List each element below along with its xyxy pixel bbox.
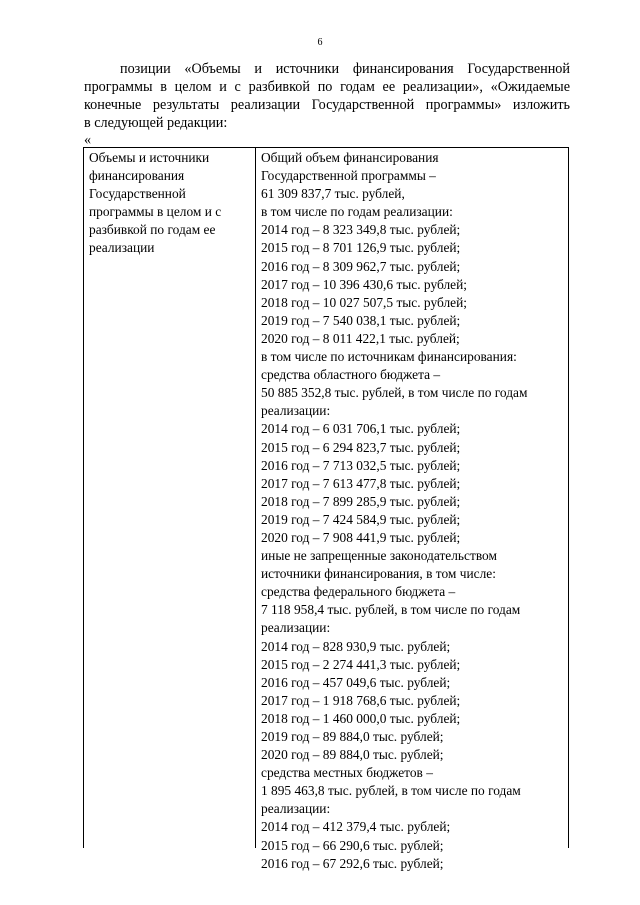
financing-line: 2016 год – 7 713 032,5 тыс. рублей; [261,457,461,473]
row-label-line: программы в целом и с [89,204,222,220]
financing-line: 2019 год – 89 884,0 тыс. рублей; [261,729,444,744]
financing-line: реализации: [261,620,331,636]
row-value-cell [261,149,566,873]
financing-line: реализации: [261,403,331,419]
financing-line: 2020 год – 89 884,0 тыс. рублей; [261,747,444,763]
opening-quote-mark: « [84,132,92,148]
financing-line: 50 885 352,8 тыс. рублей, в том числе по годам [261,385,528,401]
intro-paragraph [84,60,570,132]
financing-line: 2020 год – 7 908 441,9 тыс. рублей; [261,529,461,545]
financing-line: иные не запрещенные законодательством [261,548,497,564]
financing-line: 2017 год – 1 918 768,6 тыс. рублей; [261,692,461,708]
financing-line: 2019 год – 7 424 584,9 тыс. рублей; [261,511,461,527]
financing-line: 2018 год – 1 460 000,0 тыс. рублей; [261,710,461,726]
financing-line: 2018 год – 10 027 507,5 тыс. рублей; [261,294,467,310]
financing-line: 1 895 463,8 тыс. рублей, в том числе по годам [261,783,521,799]
financing-line: реализации: [261,801,331,817]
row-label-line: Объемы и источники [89,150,210,165]
financing-line: 2014 год – 412 379,4 тыс. рублей; [261,819,451,835]
financing-line: источники финансирования, в том числе: [261,566,496,582]
financing-table [83,147,569,871]
row-label-cell [89,149,249,258]
financing-line: 2016 год – 457 049,6 тыс. рублей; [261,674,451,690]
financing-line: 2020 год – 8 011 422,1 тыс. рублей; [261,330,460,346]
financing-line: средства местных бюджетов – [261,765,433,781]
row-label-line: реализации [89,240,155,256]
financing-line: в том числе по источникам финансирования: [261,349,517,365]
column-divider [255,148,256,848]
financing-line: 2014 год – 828 930,9 тыс. рублей; [261,638,451,654]
financing-line: Государственной программы – [261,168,436,184]
financing-line: 2017 год – 10 396 430,6 тыс. рублей; [261,276,467,292]
intro-line: программы в целом и с разбивкой по годам ее реализации», «Ожидаемые [84,79,570,95]
financing-line: 2016 год – 8 309 962,7 тыс. рублей; [261,258,461,274]
financing-line: средства областного бюджета – [261,367,441,383]
financing-line: 2019 год – 7 540 038,1 тыс. рублей; [261,312,461,328]
financing-line: 2014 год – 8 323 349,8 тыс. рублей; [261,222,461,238]
intro-line: в следующей редакции: [84,115,228,131]
financing-line: 2015 год – 8 701 126,9 тыс. рублей; [261,240,461,256]
financing-line: средства федерального бюджета – [261,584,456,600]
financing-line: 2015 год – 6 294 823,7 тыс. рублей; [261,439,461,455]
financing-line: 2017 год – 7 613 477,8 тыс. рублей; [261,475,461,491]
financing-line: в том числе по годам реализации: [261,204,453,220]
financing-line: Общий объем финансирования [261,150,439,165]
financing-line: 2016 год – 67 292,6 тыс. рублей; [261,855,444,871]
intro-line: конечные результаты реализации Государственной программы» изложить [84,97,570,113]
page-number: 6 [317,37,323,48]
financing-line: 2014 год – 6 031 706,1 тыс. рублей; [261,421,461,437]
financing-line: 7 118 958,4 тыс. рублей, в том числе по годам [261,602,521,618]
row-label-line: Государственной [89,186,186,202]
financing-line: 2015 год – 2 274 441,3 тыс. рублей; [261,656,461,672]
intro-line: позиции «Объемы и источники финансирования Государственной [120,61,570,77]
row-label-line: разбивкой по годам ее [89,222,216,238]
row-label-line: финансирования [89,168,185,184]
financing-line: 2018 год – 7 899 285,9 тыс. рублей; [261,493,461,509]
financing-line: 61 309 837,7 тыс. рублей, [261,186,405,202]
financing-line: 2015 год – 66 290,6 тыс. рублей; [261,837,444,853]
